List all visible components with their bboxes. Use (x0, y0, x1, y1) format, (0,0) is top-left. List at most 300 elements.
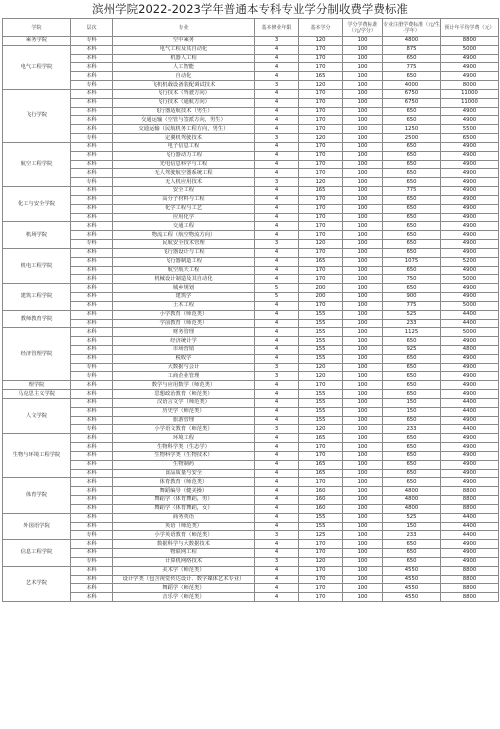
years-cell: 4 (255, 381, 299, 390)
major-cell: 安全工程 (113, 187, 255, 196)
annual-fee-cell: 4400 (441, 319, 499, 328)
credits-cell: 170 (299, 549, 343, 558)
major-cell: 历史学（师范类） (113, 407, 255, 416)
registration-fee-cell: 775 (383, 63, 441, 72)
major-cell: 飞机机载设备装配调试技术 (113, 81, 255, 90)
level-cell: 本科 (71, 54, 113, 63)
credit-fee-cell: 100 (343, 398, 383, 407)
years-cell: 4 (255, 540, 299, 549)
annual-fee-cell: 4900 (441, 354, 499, 363)
major-cell: 小学语文教育（师范类） (113, 425, 255, 434)
credit-fee-cell: 100 (343, 443, 383, 452)
credit-fee-cell: 100 (343, 213, 383, 222)
years-cell: 4 (255, 390, 299, 399)
college-cell: 经济管理学院 (3, 328, 71, 381)
major-cell: 生物科学类（生态学） (113, 443, 255, 452)
credits-cell: 165 (299, 257, 343, 266)
annual-fee-cell: 4400 (441, 513, 499, 522)
level-cell: 专科 (71, 134, 113, 143)
table-row (3, 416, 499, 425)
years-cell: 4 (255, 522, 299, 531)
level-cell: 本科 (71, 584, 113, 593)
credit-fee-cell: 100 (343, 54, 383, 63)
credits-cell: 155 (299, 328, 343, 337)
table-row (3, 178, 499, 187)
college-cell: 电气工程学院 (3, 45, 71, 89)
level-cell: 本科 (71, 319, 113, 328)
college-cell: 人文学院 (3, 398, 71, 433)
credits-cell: 170 (299, 98, 343, 107)
major-cell: 生物制药 (113, 460, 255, 469)
table-row (3, 222, 499, 231)
credit-fee-cell: 100 (343, 116, 383, 125)
credits-cell: 170 (299, 593, 343, 602)
credits-cell: 155 (299, 319, 343, 328)
registration-fee-cell: 650 (383, 213, 441, 222)
credit-fee-cell: 100 (343, 187, 383, 196)
registration-fee-cell: 525 (383, 513, 441, 522)
table-row (3, 363, 499, 372)
registration-fee-cell: 4550 (383, 593, 441, 602)
annual-fee-cell: 8800 (441, 37, 499, 46)
credits-cell: 155 (299, 398, 343, 407)
major-cell: 人工智能 (113, 63, 255, 72)
table-row (3, 381, 499, 390)
credit-fee-cell: 100 (343, 151, 383, 160)
level-cell: 本科 (71, 310, 113, 319)
credits-cell: 120 (299, 557, 343, 566)
table-row (3, 231, 499, 240)
years-cell: 4 (255, 213, 299, 222)
major-cell: 无人机应用技术 (113, 178, 255, 187)
table-row (3, 187, 499, 196)
major-cell: 财务管理 (113, 328, 255, 337)
credit-fee-cell: 100 (343, 231, 383, 240)
credit-fee-cell: 100 (343, 169, 383, 178)
credits-cell: 170 (299, 478, 343, 487)
credit-fee-cell: 100 (343, 72, 383, 81)
major-cell: 无人驾驶航空器系统工程 (113, 169, 255, 178)
level-cell: 本科 (71, 328, 113, 337)
registration-fee-cell: 775 (383, 187, 441, 196)
registration-fee-cell: 650 (383, 107, 441, 116)
table-row (3, 575, 499, 584)
table-row (3, 354, 499, 363)
college-cell: 马克思主义学院 (3, 390, 71, 399)
registration-fee-cell: 650 (383, 469, 441, 478)
major-cell: 食品质量与安全 (113, 469, 255, 478)
level-cell: 专科 (71, 372, 113, 381)
years-cell: 4 (255, 328, 299, 337)
credits-cell: 155 (299, 310, 343, 319)
registration-fee-cell: 150 (383, 398, 441, 407)
annual-fee-cell: 4900 (441, 478, 499, 487)
credit-fee-cell: 100 (343, 557, 383, 566)
annual-fee-cell: 4900 (441, 231, 499, 240)
credits-cell: 120 (299, 178, 343, 187)
credit-fee-cell: 100 (343, 240, 383, 249)
major-cell: 经济统计学 (113, 337, 255, 346)
table-row (3, 284, 499, 293)
major-cell: 机械设计制造及其自动化 (113, 275, 255, 284)
credit-fee-cell: 100 (343, 593, 383, 602)
registration-fee-cell: 4550 (383, 566, 441, 575)
table-row (3, 372, 499, 381)
table-row (3, 531, 499, 540)
registration-fee-cell: 650 (383, 443, 441, 452)
years-cell: 4 (255, 434, 299, 443)
credit-fee-cell: 100 (343, 478, 383, 487)
registration-fee-cell: 233 (383, 531, 441, 540)
registration-fee-cell: 650 (383, 204, 441, 213)
annual-fee-cell: 8000 (441, 81, 499, 90)
credits-cell: 170 (299, 222, 343, 231)
registration-fee-cell: 650 (383, 195, 441, 204)
credit-fee-cell: 100 (343, 37, 383, 46)
credits-cell: 200 (299, 293, 343, 302)
years-cell: 3 (255, 372, 299, 381)
annual-fee-cell: 4900 (441, 284, 499, 293)
major-cell: 交通工程 (113, 222, 255, 231)
level-cell: 专科 (71, 425, 113, 434)
level-cell: 专科 (71, 178, 113, 187)
credits-cell: 170 (299, 160, 343, 169)
annual-fee-cell: 4900 (441, 337, 499, 346)
annual-fee-cell: 4900 (441, 460, 499, 469)
years-cell: 4 (255, 275, 299, 284)
level-cell: 本科 (71, 478, 113, 487)
years-cell: 4 (255, 257, 299, 266)
college-cell: 教师教育学院 (3, 310, 71, 328)
annual-fee-cell: 4400 (441, 407, 499, 416)
major-cell: 工商企业管理 (113, 372, 255, 381)
registration-fee-cell: 650 (383, 284, 441, 293)
credit-fee-cell: 100 (343, 275, 383, 284)
table-row (3, 98, 499, 107)
level-cell: 专科 (71, 557, 113, 566)
table-row (3, 398, 499, 407)
credit-fee-cell: 100 (343, 345, 383, 354)
credits-cell: 120 (299, 134, 343, 143)
table-row (3, 116, 499, 125)
registration-fee-cell: 650 (383, 390, 441, 399)
registration-fee-cell: 650 (383, 540, 441, 549)
registration-fee-cell: 650 (383, 549, 441, 558)
annual-fee-cell: 4900 (441, 557, 499, 566)
college-cell: 航空工程学院 (3, 142, 71, 186)
annual-fee-cell: 8800 (441, 575, 499, 584)
credit-fee-cell: 100 (343, 310, 383, 319)
registration-fee-cell: 650 (383, 557, 441, 566)
credit-fee-cell: 100 (343, 363, 383, 372)
annual-fee-cell: 11000 (441, 89, 499, 98)
table-row (3, 557, 499, 566)
credits-cell: 120 (299, 425, 343, 434)
credits-cell: 125 (299, 531, 343, 540)
table-row (3, 213, 499, 222)
annual-fee-cell: 4900 (441, 469, 499, 478)
annual-fee-cell: 4900 (441, 434, 499, 443)
annual-fee-cell: 4900 (441, 151, 499, 160)
registration-fee-cell: 650 (383, 178, 441, 187)
college-cell: 理学院 (3, 381, 71, 390)
years-cell: 4 (255, 89, 299, 98)
major-cell: 英语（师范类） (113, 522, 255, 531)
credits-cell: 170 (299, 275, 343, 284)
table-row (3, 390, 499, 399)
page-title: 滨州学院2022-2023学年普通本专科专业学分制收费学费标准 (92, 2, 408, 16)
table-row (3, 89, 499, 98)
header-registration-fee: 专业注册学费标准（元/生·学年） (383, 19, 441, 37)
level-cell: 本科 (71, 390, 113, 399)
credit-fee-cell: 100 (343, 125, 383, 134)
table-row (3, 54, 499, 63)
annual-fee-cell: 8800 (441, 584, 499, 593)
major-cell: 数据科学与大数据技术 (113, 540, 255, 549)
table-header-row (3, 19, 499, 37)
table-row (3, 257, 499, 266)
major-cell: 学前教育（师范类） (113, 319, 255, 328)
registration-fee-cell: 4000 (383, 81, 441, 90)
years-cell: 4 (255, 116, 299, 125)
major-cell: 思想政治教育（师范类） (113, 390, 255, 399)
credits-cell: 170 (299, 151, 343, 160)
credit-fee-cell: 100 (343, 107, 383, 116)
annual-fee-cell: 4900 (441, 416, 499, 425)
credit-fee-cell: 100 (343, 142, 383, 151)
major-cell: 环境工程 (113, 434, 255, 443)
header-college: 学院 (3, 19, 71, 37)
college-cell: 信息工程学院 (3, 540, 71, 566)
credits-cell: 165 (299, 187, 343, 196)
college-cell: 体育学院 (3, 478, 71, 513)
credits-cell: 170 (299, 451, 343, 460)
annual-fee-cell: 4900 (441, 540, 499, 549)
years-cell: 4 (255, 107, 299, 116)
credit-fee-cell: 100 (343, 504, 383, 513)
level-cell: 本科 (71, 460, 113, 469)
major-cell: 飞行技术（驾驶方向） (113, 89, 255, 98)
level-cell: 本科 (71, 257, 113, 266)
level-cell: 专科 (71, 363, 113, 372)
college-cell: 乘务学院 (3, 37, 71, 46)
annual-fee-cell: 4900 (441, 390, 499, 399)
college-cell: 建筑工程学院 (3, 284, 71, 310)
credit-fee-cell: 100 (343, 81, 383, 90)
table-row (3, 204, 499, 213)
level-cell: 本科 (71, 575, 113, 584)
major-cell: 航空航天工程 (113, 266, 255, 275)
credits-cell: 155 (299, 407, 343, 416)
table-row (3, 125, 499, 134)
level-cell: 本科 (71, 540, 113, 549)
major-cell: 光电信息科学与工程 (113, 160, 255, 169)
college-cell: 生物与环境工程学院 (3, 434, 71, 478)
registration-fee-cell: 150 (383, 522, 441, 531)
credits-cell: 120 (299, 372, 343, 381)
credits-cell: 170 (299, 195, 343, 204)
credits-cell: 170 (299, 213, 343, 222)
annual-fee-cell: 11000 (441, 98, 499, 107)
annual-fee-cell: 4800 (441, 345, 499, 354)
table-row (3, 540, 499, 549)
credits-cell: 170 (299, 381, 343, 390)
years-cell: 4 (255, 54, 299, 63)
registration-fee-cell: 650 (383, 381, 441, 390)
credits-cell: 165 (299, 72, 343, 81)
registration-fee-cell: 650 (383, 434, 441, 443)
registration-fee-cell: 650 (383, 169, 441, 178)
annual-fee-cell: 4900 (441, 187, 499, 196)
table-row (3, 142, 499, 151)
major-cell: 土木工程 (113, 301, 255, 310)
annual-fee-cell: 4900 (441, 63, 499, 72)
registration-fee-cell: 650 (383, 54, 441, 63)
years-cell: 3 (255, 240, 299, 249)
credits-cell: 155 (299, 337, 343, 346)
annual-fee-cell: 4900 (441, 248, 499, 257)
registration-fee-cell: 6750 (383, 89, 441, 98)
credit-fee-cell: 100 (343, 248, 383, 257)
credits-cell: 170 (299, 248, 343, 257)
credit-fee-cell: 100 (343, 293, 383, 302)
years-cell: 4 (255, 354, 299, 363)
credit-fee-cell: 100 (343, 178, 383, 187)
credits-cell: 120 (299, 363, 343, 372)
registration-fee-cell: 4800 (383, 487, 441, 496)
credit-fee-cell: 100 (343, 337, 383, 346)
table-row (3, 293, 499, 302)
credits-cell: 165 (299, 434, 343, 443)
level-cell: 本科 (71, 151, 113, 160)
header-credits: 基本学分 (299, 19, 343, 37)
registration-fee-cell: 650 (383, 240, 441, 249)
credits-cell: 170 (299, 231, 343, 240)
table-row (3, 107, 499, 116)
annual-fee-cell: 5500 (441, 125, 499, 134)
credit-fee-cell: 100 (343, 434, 383, 443)
level-cell: 本科 (71, 293, 113, 302)
years-cell: 4 (255, 478, 299, 487)
college-cell: 机电工程学院 (3, 248, 71, 283)
credits-cell: 170 (299, 142, 343, 151)
annual-fee-cell: 4900 (441, 54, 499, 63)
table-row (3, 169, 499, 178)
fee-table-body (3, 37, 499, 602)
credits-cell: 120 (299, 37, 343, 46)
major-cell: 舞蹈学（体育舞蹈，男） (113, 496, 255, 505)
annual-fee-cell: 4900 (441, 443, 499, 452)
registration-fee-cell: 4550 (383, 584, 441, 593)
table-row (3, 460, 499, 469)
table-row (3, 425, 499, 434)
level-cell: 专科 (71, 531, 113, 540)
credits-cell: 170 (299, 540, 343, 549)
level-cell: 本科 (71, 504, 113, 513)
table-row (3, 345, 499, 354)
level-cell: 本科 (71, 301, 113, 310)
years-cell: 4 (255, 398, 299, 407)
credit-fee-cell: 100 (343, 63, 383, 72)
registration-fee-cell: 4800 (383, 37, 441, 46)
registration-fee-cell: 650 (383, 248, 441, 257)
years-cell: 4 (255, 72, 299, 81)
major-cell: 舞蹈编导（健美操） (113, 487, 255, 496)
years-cell: 4 (255, 45, 299, 54)
registration-fee-cell: 650 (383, 222, 441, 231)
major-cell: 商务英语 (113, 513, 255, 522)
credit-fee-cell: 100 (343, 372, 383, 381)
level-cell: 专科 (71, 81, 113, 90)
years-cell: 4 (255, 98, 299, 107)
major-cell: 民航安全技术管理 (113, 240, 255, 249)
registration-fee-cell: 875 (383, 45, 441, 54)
credits-cell: 170 (299, 443, 343, 452)
major-cell: 物联网工程 (113, 549, 255, 558)
years-cell: 4 (255, 496, 299, 505)
level-cell: 本科 (71, 354, 113, 363)
level-cell: 本科 (71, 443, 113, 452)
registration-fee-cell: 650 (383, 460, 441, 469)
registration-fee-cell: 650 (383, 372, 441, 381)
annual-fee-cell: 8800 (441, 566, 499, 575)
credit-fee-cell: 100 (343, 328, 383, 337)
years-cell: 4 (255, 584, 299, 593)
credit-fee-cell: 100 (343, 204, 383, 213)
years-cell: 4 (255, 469, 299, 478)
level-cell: 本科 (71, 337, 113, 346)
registration-fee-cell: 925 (383, 345, 441, 354)
years-cell: 4 (255, 416, 299, 425)
years-cell: 4 (255, 204, 299, 213)
annual-fee-cell: 4400 (441, 398, 499, 407)
years-cell: 4 (255, 195, 299, 204)
credits-cell: 155 (299, 513, 343, 522)
credit-fee-cell: 100 (343, 134, 383, 143)
annual-fee-cell: 4900 (441, 72, 499, 81)
major-cell: 飞行器制造工程 (113, 257, 255, 266)
years-cell: 4 (255, 142, 299, 151)
level-cell: 本科 (71, 213, 113, 222)
years-cell: 4 (255, 160, 299, 169)
annual-fee-cell: 4400 (441, 522, 499, 531)
major-cell: 大数据与会计 (113, 363, 255, 372)
registration-fee-cell: 650 (383, 266, 441, 275)
level-cell: 本科 (71, 98, 113, 107)
years-cell: 4 (255, 169, 299, 178)
years-cell: 3 (255, 81, 299, 90)
major-cell: 生物科学类（生物技术） (113, 451, 255, 460)
credits-cell: 155 (299, 390, 343, 399)
annual-fee-cell: 4900 (441, 222, 499, 231)
major-cell: 计算机网络技术 (113, 557, 255, 566)
credit-fee-cell: 100 (343, 460, 383, 469)
registration-fee-cell: 1075 (383, 257, 441, 266)
years-cell: 4 (255, 266, 299, 275)
registration-fee-cell: 6750 (383, 98, 441, 107)
level-cell: 本科 (71, 381, 113, 390)
level-cell: 本科 (71, 549, 113, 558)
major-cell: 市场营销 (113, 345, 255, 354)
annual-fee-cell: 4400 (441, 531, 499, 540)
table-row (3, 72, 499, 81)
table-row (3, 443, 499, 452)
registration-fee-cell: 650 (383, 363, 441, 372)
annual-fee-cell: 5000 (441, 275, 499, 284)
major-cell: 城乡规划 (113, 284, 255, 293)
annual-fee-cell: 4900 (441, 363, 499, 372)
credits-cell: 160 (299, 504, 343, 513)
